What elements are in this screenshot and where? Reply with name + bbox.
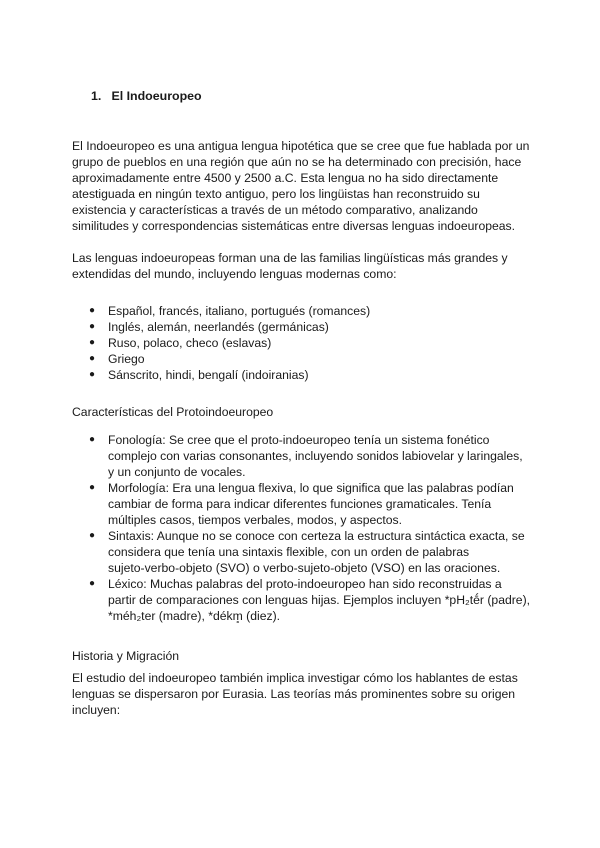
intro-line: existencia y características a través de un método comparativo, analizando bbox=[72, 203, 478, 217]
list-item: ● Léxico: Muchas palabras del proto-indoeuropeo han sido reconstruidas a partir de comparaciones con lenguas hijas. Ejemplos incluyen *pH₂tḗr (padre), *méh₂ter (madre), *dékm̥ (diez). bbox=[89, 577, 531, 623]
list-item: ● Griego bbox=[89, 352, 145, 366]
bullet-icon: ● bbox=[89, 578, 96, 589]
languages-list bbox=[72, 303, 542, 383]
list-item: ● Morfología: Era una lengua flexiva, lo que significa que las palabras podían cambiar de forma para indicar diferentes funciones gramaticales. Tenía múltiples casos, tiempos verbales, modos, y aspectos. bbox=[89, 481, 514, 527]
history-paragraph bbox=[72, 670, 532, 718]
intro-paragraph bbox=[72, 138, 532, 234]
families-line: Las lenguas indoeuropeas forman una de las familias lingüísticas más grandes y bbox=[72, 251, 508, 265]
families-line: extendidas del mundo, incluyendo lenguas modernas como: bbox=[72, 267, 397, 281]
bullet-icon: ● bbox=[89, 530, 96, 541]
bullet-icon: ● bbox=[89, 321, 96, 332]
section-title: El Indoeuropeo bbox=[111, 89, 202, 103]
intro-line: aproximadamente entre 4500 y 2500 a.C. Esta lengua no ha sido directamente bbox=[72, 171, 499, 185]
bullet-icon: ● bbox=[89, 353, 96, 364]
list-item: ● Sánscrito, hindi, bengalí (indoiranias) bbox=[89, 368, 309, 382]
bullet-icon: ● bbox=[89, 305, 96, 316]
history-heading: Historia y Migración bbox=[72, 649, 180, 663]
intro-line: El Indoeuropeo es una antigua lengua hipotética que se cree que fue hablada por un bbox=[72, 139, 530, 153]
section-number: 1. bbox=[91, 89, 102, 103]
history-line: lenguas se dispersaron por Eurasia. Las teorías más prominentes sobre su origen bbox=[72, 687, 516, 701]
characteristics-list bbox=[72, 432, 542, 624]
characteristics-heading: Características del Protoindoeuropeo bbox=[72, 405, 274, 419]
history-line: incluyen: bbox=[72, 703, 121, 717]
families-paragraph bbox=[72, 250, 532, 282]
history-line: El estudio del indoeuropeo también implica investigar cómo los hablantes de estas bbox=[72, 671, 518, 685]
list-item: ● Ruso, polaco, checo (eslavas) bbox=[89, 336, 272, 350]
bullet-icon: ● bbox=[89, 482, 96, 493]
intro-line: similitudes y correspondencias sistemáticas entre diversas lenguas indoeuropeas. bbox=[72, 219, 516, 233]
bullet-icon: ● bbox=[89, 434, 96, 445]
intro-line: atestiguada en ningún texto antiguo, pero los lingüistas han reconstruido su bbox=[72, 187, 480, 201]
section-heading bbox=[91, 88, 202, 104]
list-item: ● Sintaxis: Aunque no se conoce con certeza la estructura sintáctica exacta, se considera que tenía una sintaxis flexible, con un orden de palabras sujeto-verbo-objeto (SVO) o verbo-sujeto-objeto (VSO) en las oraciones. bbox=[89, 529, 525, 575]
bullet-icon: ● bbox=[89, 369, 96, 380]
list-item: ● Español, francés, italiano, portugués (romances) bbox=[89, 304, 371, 318]
intro-line: grupo de pueblos en una región que aún no se ha determinado con precisión, hace bbox=[72, 155, 522, 169]
list-item: ● Fonología: Se cree que el proto-indoeuropeo tenía un sistema fonético complejo con varias consonantes, incluyendo sonidos labiovelar y laringales, y un conjunto de vocales. bbox=[89, 433, 523, 479]
bullet-icon: ● bbox=[89, 337, 96, 348]
list-item: ● Inglés, alemán, neerlandés (germánicas) bbox=[89, 320, 329, 334]
